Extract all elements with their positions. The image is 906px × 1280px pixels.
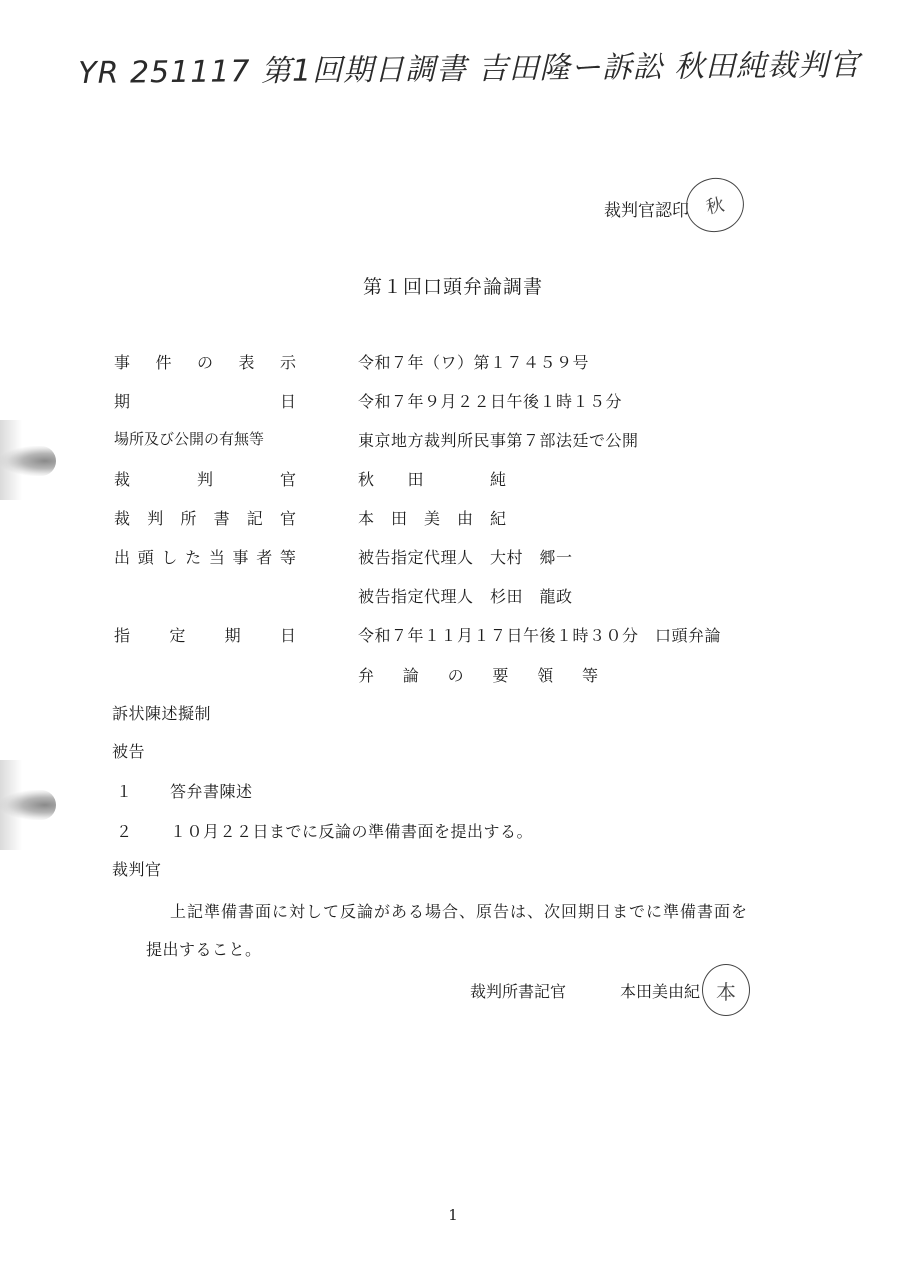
binder-hole-lower — [0, 790, 56, 820]
body-paragraph-line: 提出すること。 — [146, 940, 262, 959]
field-value: 被告指定代理人 杉田 龍政 — [358, 587, 573, 606]
field-value: 令和７年（ワ）第１７４５９号 — [358, 353, 590, 372]
field-judge — [0, 467, 906, 497]
field-case-number — [0, 350, 906, 380]
item-text: 答弁書陳述 — [170, 782, 253, 801]
item-text: １０月２２日までに反論の準備書面を提出する。 — [170, 822, 534, 841]
body-line-judge: 裁判官 — [112, 860, 162, 879]
body-line-complaint: 訴状陳述擬制 — [112, 704, 212, 723]
judge-approval-label: 裁判官認印 — [604, 201, 689, 221]
field-value: 令和７年１１月１７日午後１時３０分 口頭弁論 — [358, 626, 722, 645]
field-value: 本 田 美 由 紀 — [358, 509, 507, 528]
field-label: 期 日 — [114, 392, 296, 411]
item-number: ２ — [116, 822, 133, 841]
field-value: 秋 田 純 — [358, 470, 507, 489]
field-label: 指 定 期 日 — [114, 626, 296, 645]
clerk-seal-stamp: 本 — [702, 964, 750, 1016]
handwritten-annotation: YR 251117 第1回期日調書 吉田隆ー訴訟 秋田純裁判官 — [78, 47, 861, 91]
field-appearing-parties-2 — [0, 584, 906, 614]
field-next-date — [0, 623, 906, 653]
page-number: 1 — [448, 1206, 458, 1224]
field-location — [0, 428, 906, 458]
body-paragraph-line: 上記準備書面に対して反論がある場合、原告は、次回期日までに準備書面を — [170, 902, 749, 921]
field-date — [0, 389, 906, 419]
field-value: 令和７年９月２２日午後１時１５分 — [358, 392, 623, 411]
field-appearing-parties — [0, 545, 906, 575]
field-label: 裁 判 所 書 記 官 — [114, 509, 296, 528]
summary-heading: 弁 論 の 要 領 等 — [358, 666, 598, 685]
field-label: 出 頭 し た 当 事 者 等 — [114, 548, 296, 567]
item-number: １ — [116, 782, 133, 801]
field-value: 東京地方裁判所民事第７部法廷で公開 — [358, 431, 639, 450]
field-label: 事 件 の 表 示 — [114, 353, 296, 372]
document-title: 第１回口頭弁論調書 — [362, 276, 543, 298]
clerk-signature-title: 裁判所書記官 — [470, 982, 567, 1001]
field-court-clerk — [0, 506, 906, 536]
clerk-signature-name: 本田美由紀 — [620, 982, 701, 1001]
field-label: 裁 判 官 — [114, 470, 296, 489]
body-line-defendant: 被告 — [112, 742, 146, 761]
field-value: 被告指定代理人 大村 郷一 — [358, 548, 573, 567]
field-label: 場所及び公開の有無等 — [114, 430, 265, 448]
judge-seal-stamp: 秋 — [681, 173, 749, 238]
